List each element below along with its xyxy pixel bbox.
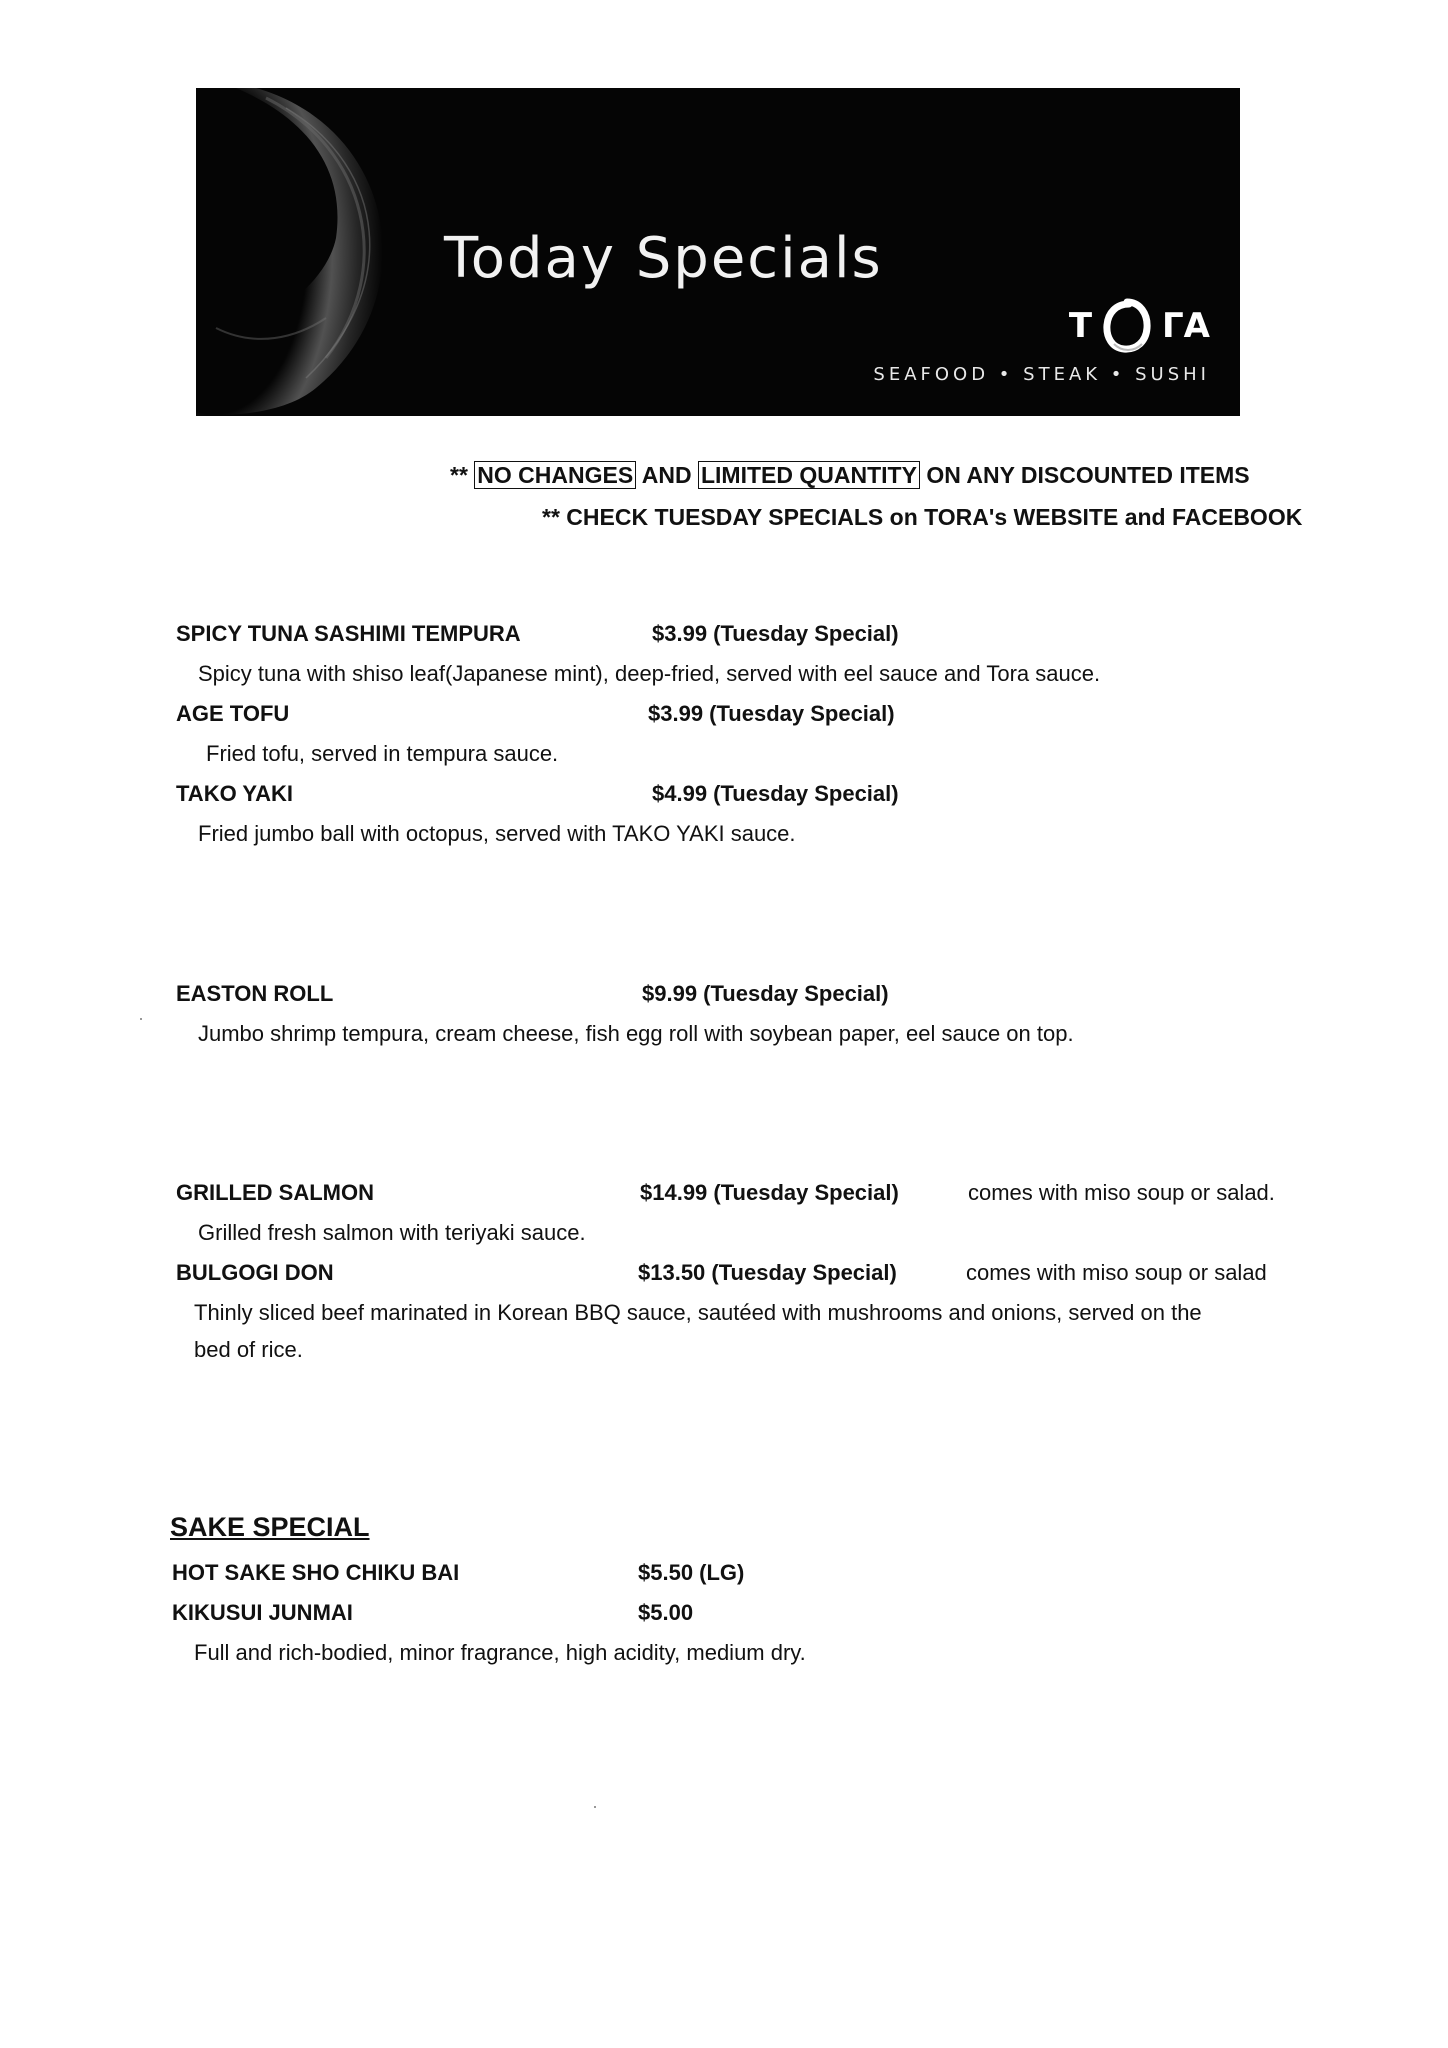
notice-line-1 — [450, 462, 1250, 489]
menu-item-description: Spicy tuna with shiso leaf(Japanese mint), deep-fried, served with eel sauce and Tora sauce. — [198, 661, 1101, 686]
sake-item-description: Full and rich-bodied, minor fragrance, high acidity, medium dry. — [194, 1640, 806, 1665]
menu-item-note: comes with miso soup or salad — [966, 1260, 1267, 1285]
menu-item-name: SPICY TUNA SASHIMI TEMPURA — [176, 621, 521, 646]
menu-item-price: $3.99 (Tuesday Special) — [652, 621, 899, 646]
sake-item-name: HOT SAKE SHO CHIKU BAI — [172, 1560, 460, 1585]
menu-item-note: comes with miso soup or salad. — [968, 1180, 1275, 1205]
menu-item-description: Grilled fresh salmon with teriyaki sauce. — [198, 1220, 586, 1245]
logo-letter-t: T — [1068, 306, 1093, 346]
sake-item-price: $5.50 (LG) — [638, 1560, 745, 1585]
menu-item-description: bed of rice. — [194, 1337, 303, 1362]
header-banner — [196, 88, 1240, 416]
menu-item-price: $13.50 (Tuesday Special) — [638, 1260, 897, 1285]
notice-and: AND — [641, 462, 692, 488]
notice-limited-quantity: LIMITED QUANTITY — [698, 461, 920, 489]
menu-item-name: TAKO YAKI — [176, 781, 293, 806]
tora-logo — [873, 296, 1210, 385]
logo-brush-circle-icon — [1102, 298, 1152, 354]
sake-item-name: KIKUSUI JUNMAI — [172, 1600, 353, 1625]
scan-speck — [594, 1806, 596, 1808]
section-title-sake: SAKE SPECIAL — [170, 1512, 370, 1542]
sake-item-price: $5.00 — [638, 1600, 694, 1625]
notice-no-changes: NO CHANGES — [474, 461, 636, 489]
menu-item-description: Fried jumbo ball with octopus, served with TAKO YAKI sauce. — [198, 821, 796, 846]
notice-suffix: ON ANY DISCOUNTED ITEMS — [926, 462, 1250, 488]
menu-item-description: Fried tofu, served in tempura sauce. — [206, 741, 559, 766]
notice-line-2: ** CHECK TUESDAY SPECIALS on TORA's WEBSITE and FACEBOOK — [542, 504, 1303, 530]
menu-item-name: BULGOGI DON — [176, 1260, 334, 1285]
menu-item-description: Jumbo shrimp tempura, cream cheese, fish egg roll with soybean paper, eel sauce on top. — [198, 1021, 1074, 1046]
tagline: SEAFOOD • STEAK • SUSHI — [873, 364, 1210, 385]
menu-item-price: $3.99 (Tuesday Special) — [648, 701, 895, 726]
notice-prefix: ** — [450, 462, 468, 488]
menu-item-name: AGE TOFU — [176, 701, 290, 726]
menu-item-name: EASTON ROLL — [176, 981, 334, 1006]
menu-item-price: $9.99 (Tuesday Special) — [642, 981, 889, 1006]
brush-swirl-graphic — [196, 88, 446, 416]
menu-item-price: $14.99 (Tuesday Special) — [640, 1180, 899, 1205]
logo-letters-ra: ΓΑ — [1162, 306, 1210, 346]
menu-item-name: GRILLED SALMON — [176, 1180, 374, 1205]
scan-speck — [140, 1018, 142, 1020]
page-title: Today Specials — [444, 226, 883, 291]
menu-item-price: $4.99 (Tuesday Special) — [652, 781, 899, 806]
menu-item-description: Thinly sliced beef marinated in Korean BBQ sauce, sautéed with mushrooms and onions, served on the — [194, 1300, 1202, 1325]
